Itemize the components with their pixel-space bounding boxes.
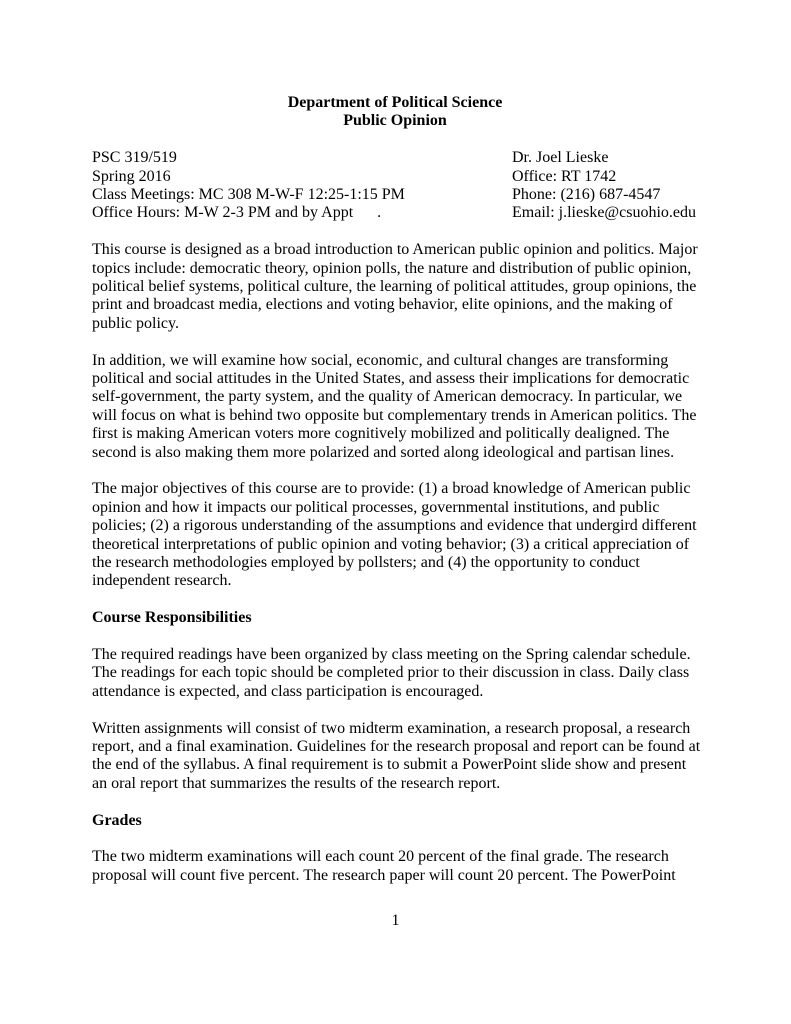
course-term: Spring 2016	[92, 167, 171, 185]
intro-paragraph-1: This course is designed as a broad introduction to American public opinion and politics. Major topics include: democratic theory, opinion polls, the nature and distribution of public opinion, political belief systems, political culture, the learning of political attitudes, group opinions, the print and broadcast media, elections and voting behavior, elite opinions, and the making of public policy.	[92, 241, 698, 332]
grades-paragraph-1: The two midterm examinations will each count 20 percent of the final grade. The research proposal will count five percent. The research paper will count 20 percent. The PowerPoint	[92, 848, 676, 884]
instructor-name: Dr. Joel Lieske	[512, 149, 609, 167]
office-hours-line	[92, 204, 405, 222]
intro-paragraph-3: The major objectives of this course are to provide: (1) a broad knowledge of American public opinion and how it impacts our political processes, governmental institutions, and public policies; (2) a rigorous understanding of the assumptions and evidence that undergird different theoretical interpretations of public opinion and voting behavior; (3) a critical appreciation of the research methodologies employed by pollsters; and (4) the opportunity to conduct independent research.	[92, 480, 697, 590]
instructor-email: Email: j.lieske@csuohio.edu	[512, 204, 697, 222]
course-info-block	[92, 149, 702, 223]
instructor-office: Office: RT 1742	[512, 167, 617, 185]
office-hours: Office Hours: M-W 2-3 PM and by Appt	[92, 204, 354, 222]
syllabus-page	[92, 94, 702, 885]
section-heading-grades: Grades	[92, 811, 142, 829]
intro-paragraph-2: In addition, we will examine how social, economic, and cultural changes are transforming political and social attitudes in the United States, and assess their implications for democratic self-government, the party system, and the quality of American democracy. In particular, we will focus on what is behind two opposite but complementary trends in American politics. The first is making American voters more cognitively mobilized and politically dealigned. The second is also making them more polarized and sorted along ideological and partisan lines.	[92, 351, 697, 461]
department-title: Department of Political Science	[287, 94, 503, 111]
document-header	[88, 94, 702, 131]
class-meetings: Class Meetings: MC 308 M-W-F 12:25-1:15 PM	[92, 185, 405, 203]
page-number: 1	[391, 912, 400, 929]
course-number: PSC 319/519	[92, 149, 177, 167]
course-title: Public Opinion	[343, 112, 447, 130]
responsibilities-paragraph-2: Written assignments will consist of two midterm examination, a research proposal, a research report, and a final examination. Guidelines for the research proposal and report can be found at the end of the syllabus. A final requirement is to submit a PowerPoint slide show and present an oral report that summarizes the results of the research report.	[92, 719, 701, 792]
responsibilities-paragraph-1: The required readings have been organized by class meeting on the Spring calendar schedule. The readings for each topic should be completed prior to their discussion in class. Daily class attendance is expected, and class participation is encouraged.	[92, 646, 691, 700]
course-details	[92, 149, 405, 223]
instructor-phone: Phone: (216) 687-4547	[512, 185, 661, 203]
office-hours-trailing: .	[377, 204, 382, 222]
instructor-details	[512, 149, 696, 223]
section-heading-responsibilities: Course Responsibilities	[92, 609, 252, 627]
